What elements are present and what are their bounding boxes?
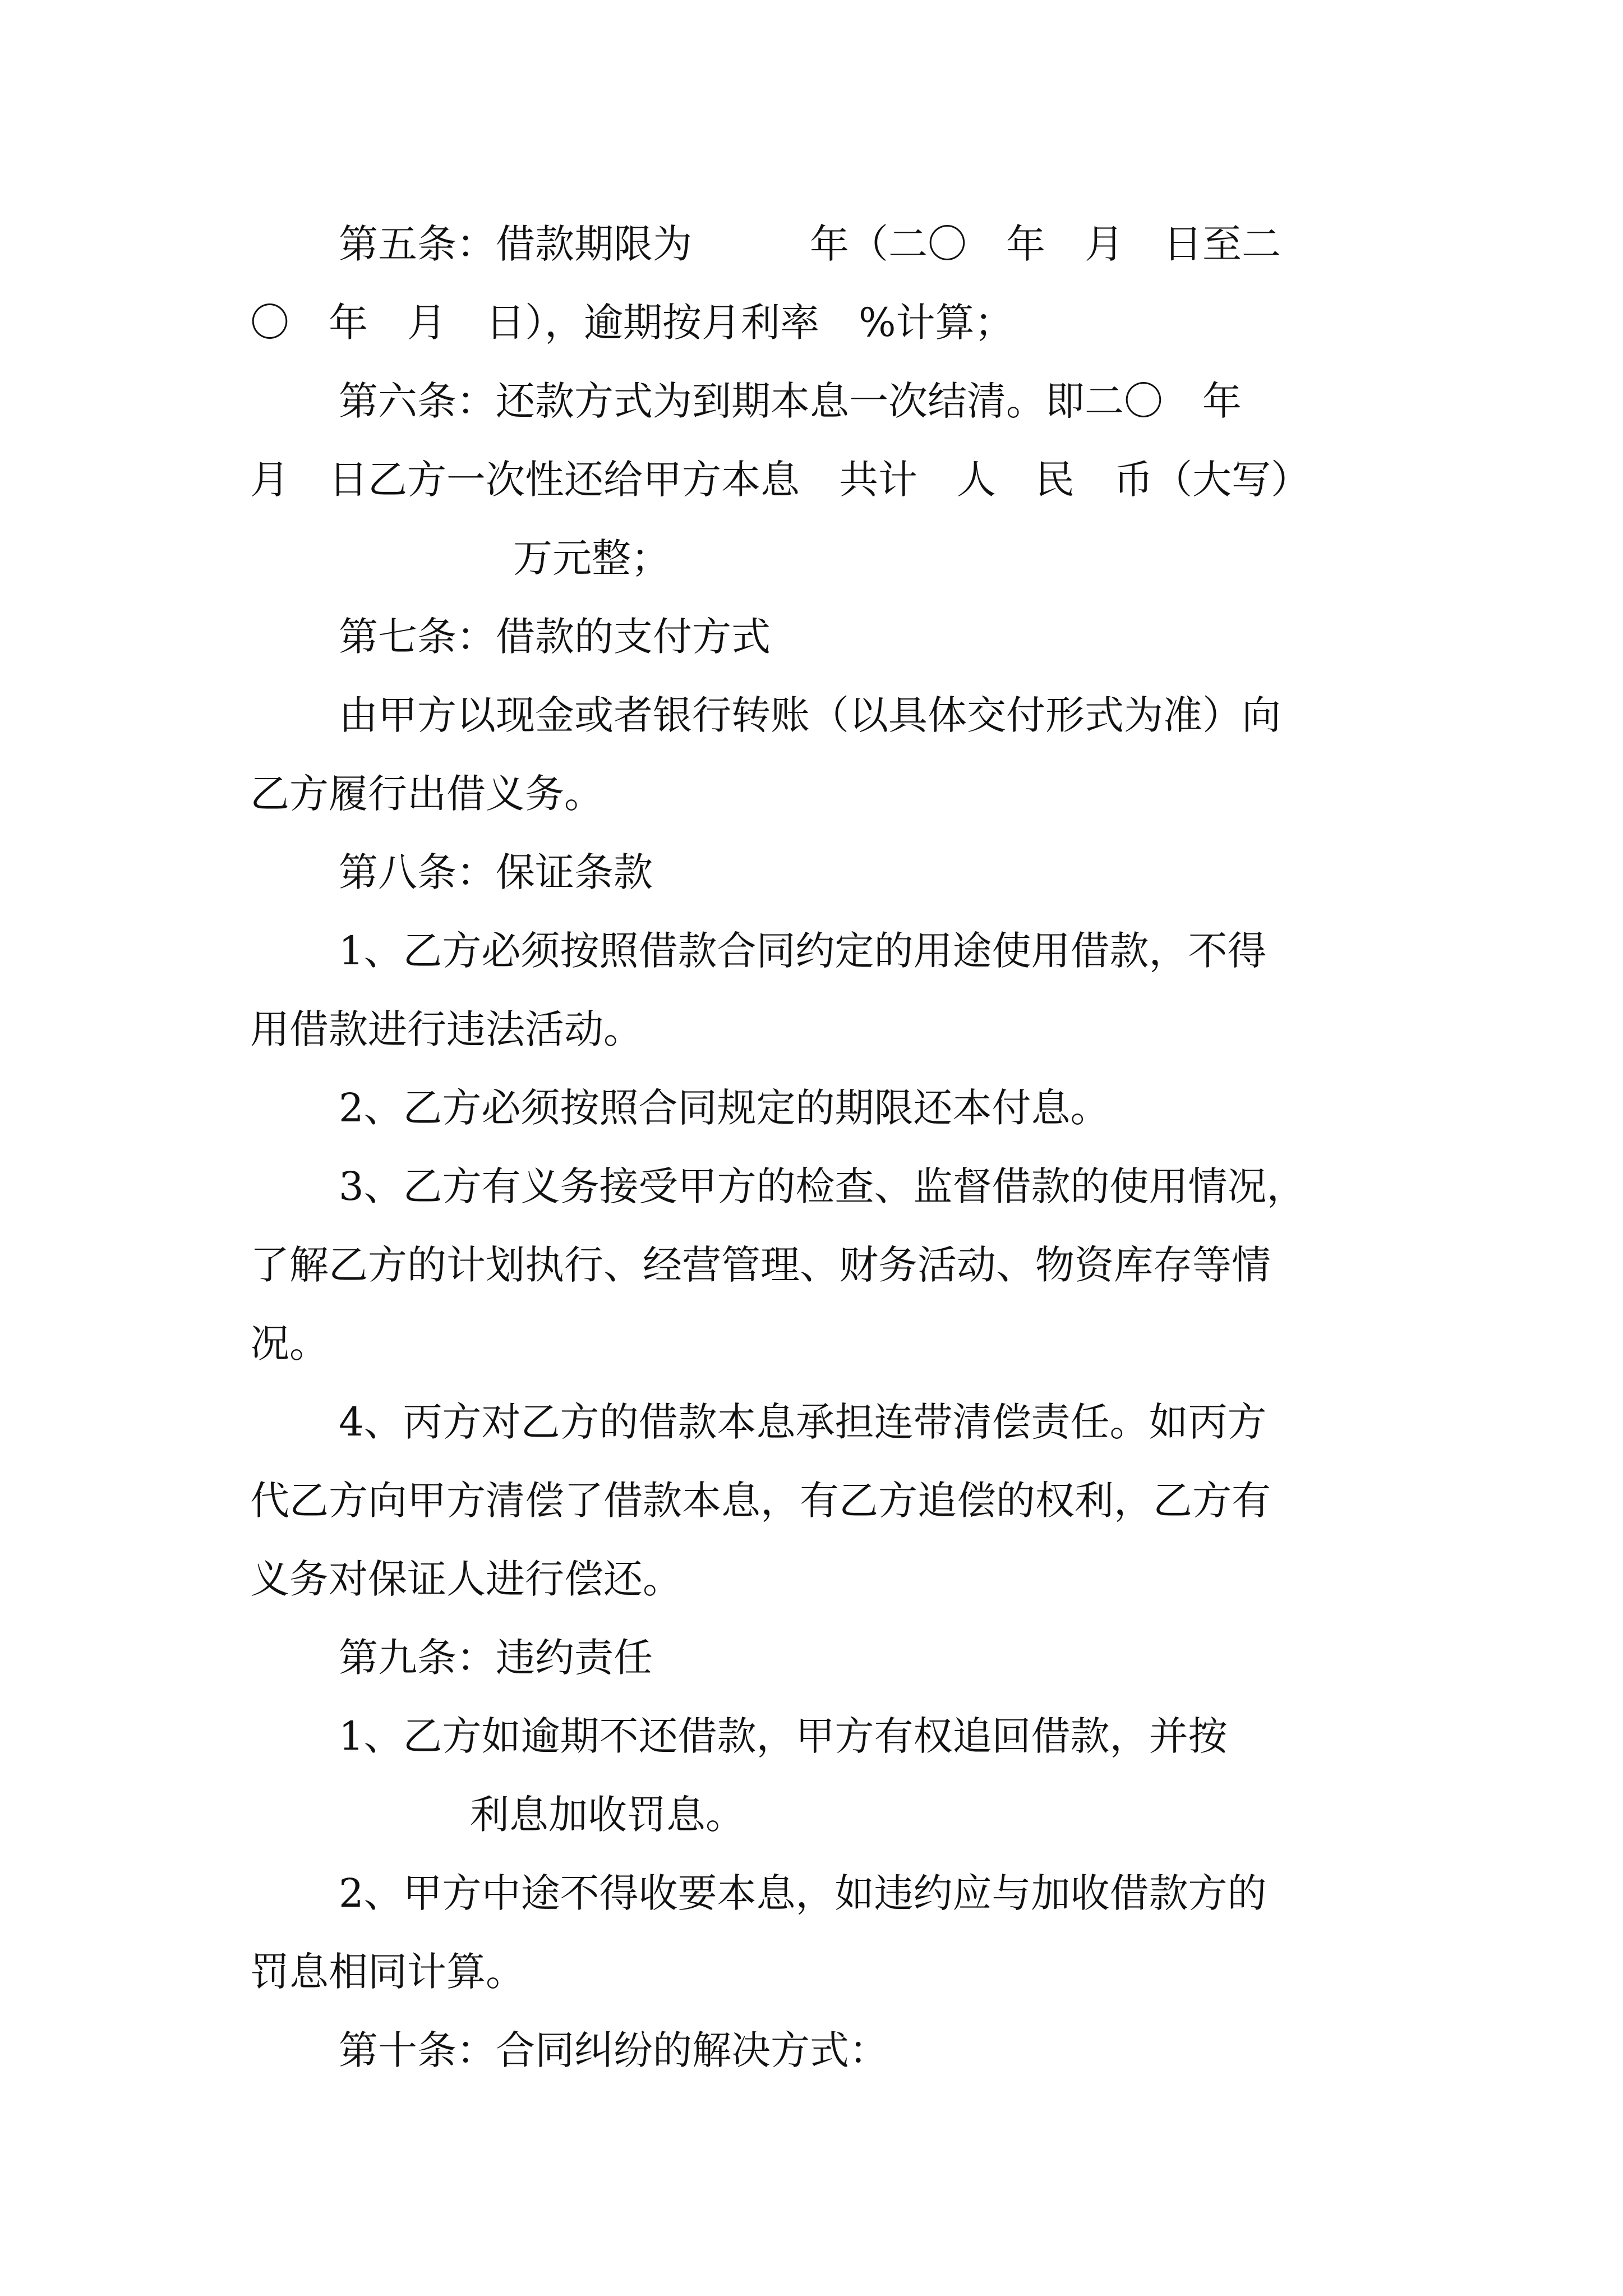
text-line: 况。: [250, 1320, 329, 1366]
text-line: 了解乙方的计划执行、经营管理、财务活动、物资库存等情: [250, 1242, 1271, 1288]
text-line: 2、乙方必须按照合同规定的期限还本付息。: [339, 1085, 1110, 1131]
text-line: 万元整；: [513, 535, 670, 581]
text-line: 第九条：违约责任: [339, 1635, 653, 1681]
text-line: 用借款进行违法活动。: [250, 1006, 643, 1052]
text-line: 代乙方向甲方清偿了借款本息，有乙方追偿的权利，乙方有: [250, 1478, 1271, 1524]
text-line: 第五条：借款期限为 年（二〇 年 月 日至二: [339, 221, 1281, 267]
text-line: 由甲方以现金或者银行转账（以具体交付形式为准）向: [339, 692, 1281, 738]
text-line: 3、乙方有义务接受甲方的检查、监督借款的使用情况，: [339, 1163, 1306, 1209]
text-line: 第六条：还款方式为到期本息一次结清。即二〇 年: [339, 378, 1242, 424]
text-line: 月 日乙方一次性还给甲方本息 共计 人 民 币（大写）: [250, 457, 1310, 503]
text-line: 第八条：保证条款: [339, 849, 653, 895]
text-line: 2、甲方中途不得收要本息，如违约应与加收借款方的: [339, 1870, 1267, 1916]
text-line: 第七条：借款的支付方式: [339, 614, 771, 660]
text-line: 乙方履行出借义务。: [250, 771, 603, 817]
text-line: 利息加收罚息。: [470, 1792, 745, 1838]
text-line: 第十条：合同纠纷的解决方式：: [339, 2027, 888, 2073]
text-line: 〇 年 月 日），逾期按月利率 %计算；: [250, 300, 1014, 346]
text-line: 义务对保证人进行偿还。: [250, 1556, 682, 1602]
text-line: 罚息相同计算。: [250, 1949, 525, 1995]
text-line: 1、乙方如逾期不还借款，甲方有权追回借款，并按: [339, 1713, 1228, 1759]
text-line: 4、丙方对乙方的借款本息承担连带清偿责任。如丙方: [339, 1399, 1267, 1445]
text-line: 1、乙方必须按照借款合同约定的用途使用借款，不得: [339, 928, 1267, 974]
